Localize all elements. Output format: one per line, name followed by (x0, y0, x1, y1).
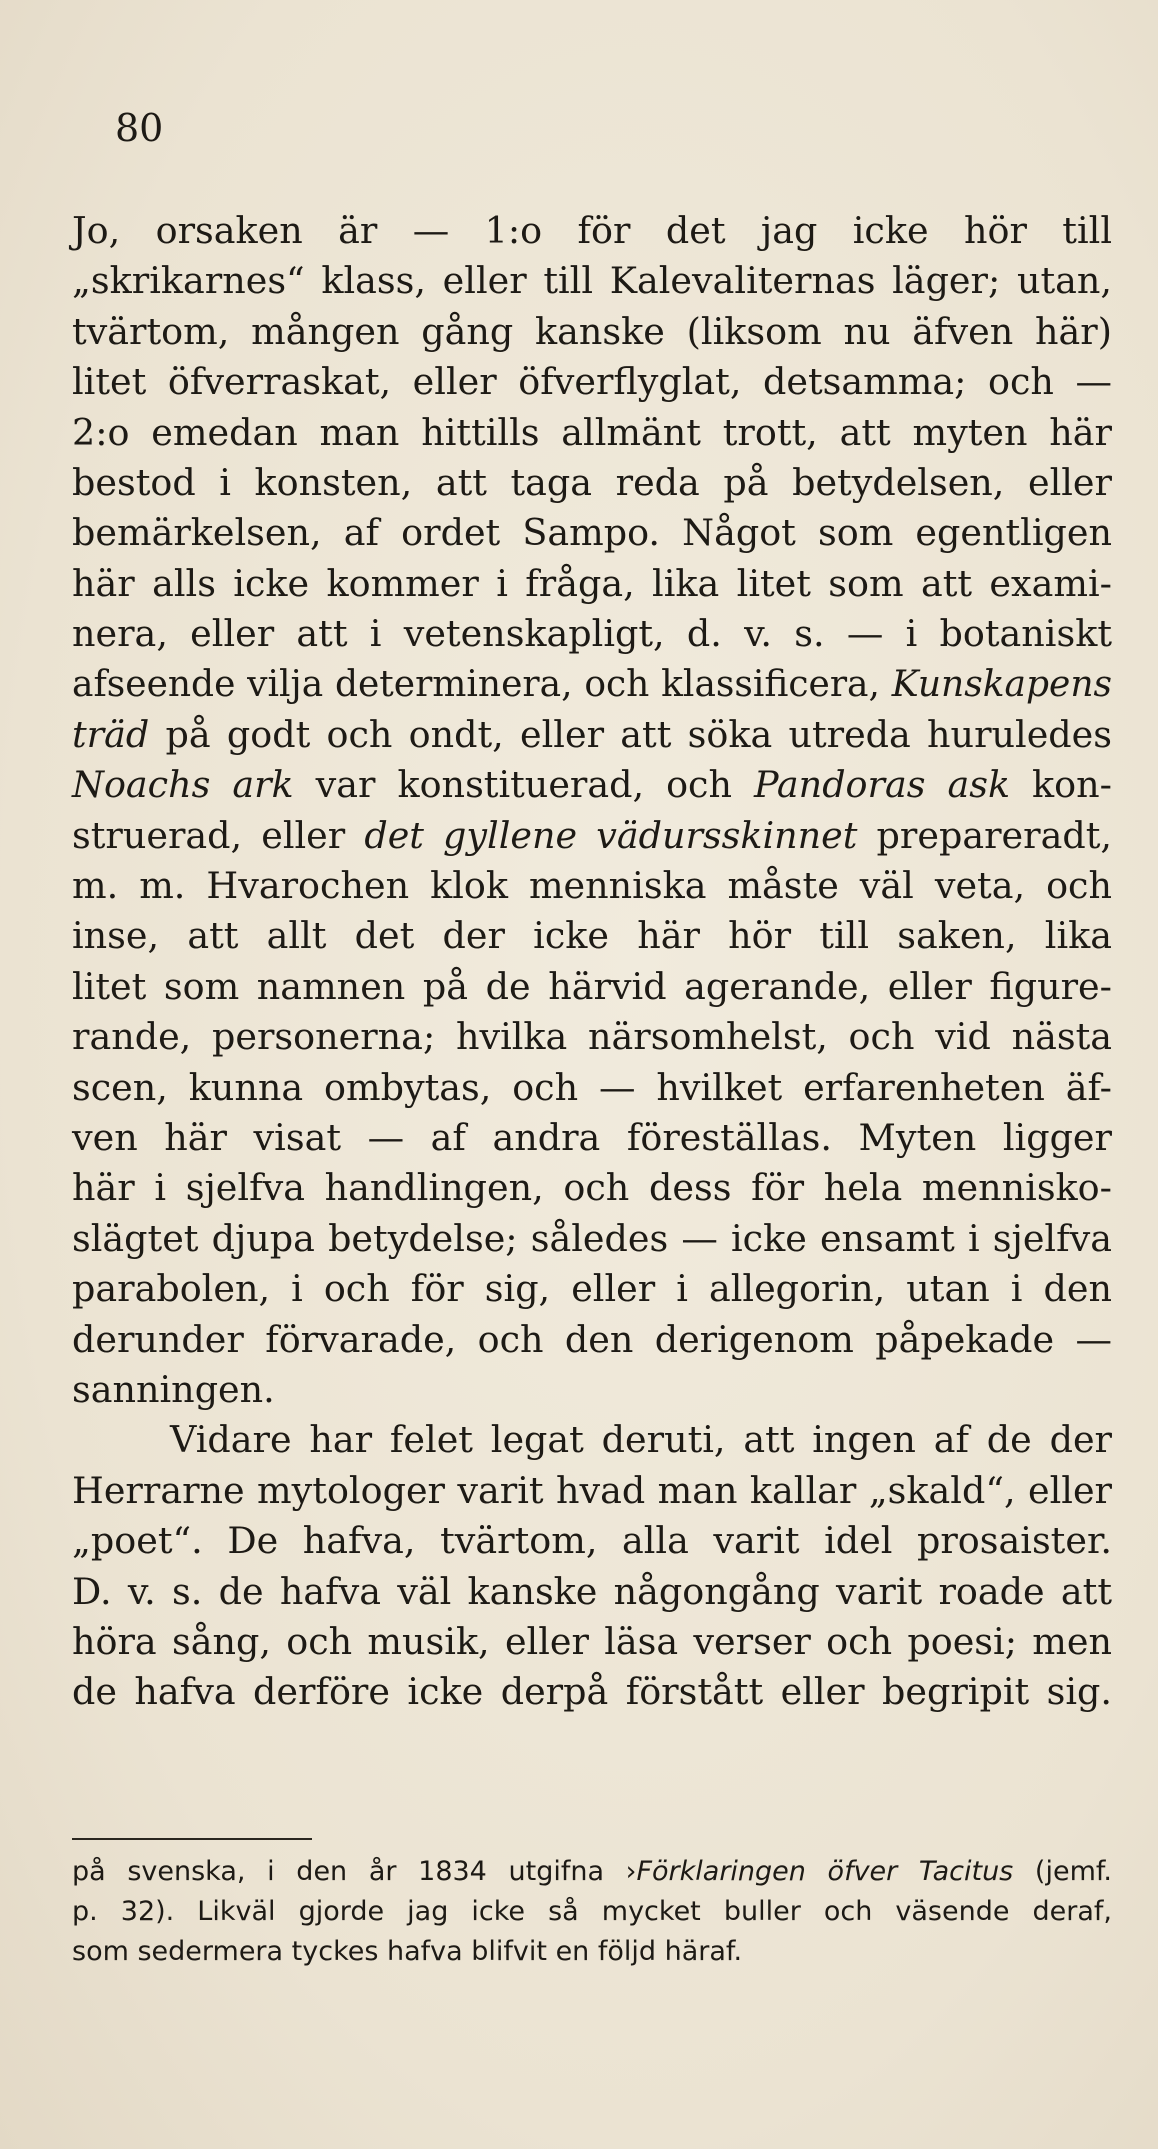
footnote-line (72, 1852, 1112, 1892)
text-line: m. m. Hvarochen klok menniska måste väl veta, och (72, 864, 1112, 908)
text-line: bestod i konsten, att taga reda på betydelsen, eller (72, 460, 1112, 504)
text-line (72, 811, 1112, 861)
text-line: D. v. s. de hafva väl kanske någongång varit roade att (72, 1569, 1112, 1613)
text-line: Herrarne mytologer varit hvad man kallar „skald“, eller (72, 1468, 1112, 1512)
italic-segment: Kunskapens (891, 663, 1112, 705)
text-line (72, 660, 1112, 710)
italic-segment: Noachs ark (72, 763, 294, 807)
text-segment: var konstituerad, och (293, 763, 754, 807)
italic-segment: Pandoras ask (754, 763, 1011, 807)
footnote-line: som sedermera tyckes hafva blifvit en följd häraf. (72, 1936, 743, 1967)
italic-segment: det gyllene vädursskinnet (364, 813, 858, 857)
text-line: här i sjelfva handlingen, och dess för hela mennisko- (72, 1166, 1112, 1210)
text-line: litet öfverraskat, eller öfverflyglat, detsamma; och — (72, 360, 1112, 404)
text-line: Jo, orsaken är — 1:o för det jag icke hör till (72, 209, 1112, 252)
text-line: litet som namnen på de härvid agerande, eller figure- (72, 964, 1112, 1008)
text-segment: kon- (1010, 763, 1112, 807)
footnote (72, 1852, 1112, 1972)
text-segment: prepareradt, (857, 813, 1112, 857)
text-line: tvärtom, mången gång kanske (liksom nu äfven här) (72, 309, 1112, 353)
body-text (72, 206, 1112, 1718)
text-line: höra sång, och musik, eller läsa verser och poesi; men (72, 1619, 1112, 1663)
italic-segment: Förklaringen öfver Tacitus (636, 1856, 1014, 1887)
text-line: parabolen, i och för sig, eller i allegorin, utan i den (72, 1267, 1112, 1311)
text-line: „poet“. De hafva, tvärtom, alla varit idel prosaister. (72, 1519, 1112, 1563)
italic-segment: träd (72, 712, 150, 756)
text-line: nera, eller att i vetenskapligt, d. v. s. — i botaniskt (72, 612, 1112, 656)
text-line: bemärkelsen, af ordet Sampo. Något som egentligen (72, 511, 1112, 555)
text-segment: på godt och ondt, eller att söka utreda huruledes (149, 712, 1112, 756)
footnote-divider (72, 1838, 312, 1840)
text-line: derunder förvarade, och den derigenom påpekade — (72, 1317, 1112, 1361)
page-number: 80 (115, 106, 164, 150)
footnote-line: p. 32). Likväl gjorde jag icke så mycket buller och väsende deraf, (72, 1896, 1112, 1927)
text-line: inse, att allt det der icke här hör till saken, lika (72, 914, 1112, 958)
text-line: ven här visat — af andra föreställas. Myten ligger (72, 1116, 1112, 1160)
text-segment: på svenska, i den år 1834 utgifna › (72, 1856, 637, 1887)
text-line: „skrikarnes“ klass, eller till Kalevaliternas läger; utan, (72, 259, 1112, 303)
text-line: här alls icke kommer i fråga, lika litet som att exami- (72, 561, 1112, 605)
text-line: slägtet djupa betydelse; således — icke ensamt i sjelfva (72, 1216, 1112, 1260)
text-segment: afseende vilja determinera, och klassificera, (72, 663, 892, 705)
text-segment: (jemf. (1013, 1856, 1113, 1887)
text-line (72, 710, 1112, 760)
text-segment: struerad, eller (72, 813, 365, 857)
text-line: scen, kunna ombytas, och — hvilket erfarenheten äf- (72, 1065, 1112, 1109)
text-line: rande, personerna; hvilka närsomhelst, och vid nästa (72, 1015, 1112, 1059)
text-line: sanningen. (72, 1367, 275, 1411)
text-line: Vidare har felet legat deruti, att ingen af de der (170, 1418, 1112, 1462)
text-line (72, 760, 1112, 810)
text-line: de hafva derföre icke derpå förstått eller begripit sig. (72, 1670, 1112, 1714)
text-line: 2:o emedan man hittills allmänt trott, att myten här (72, 410, 1112, 454)
